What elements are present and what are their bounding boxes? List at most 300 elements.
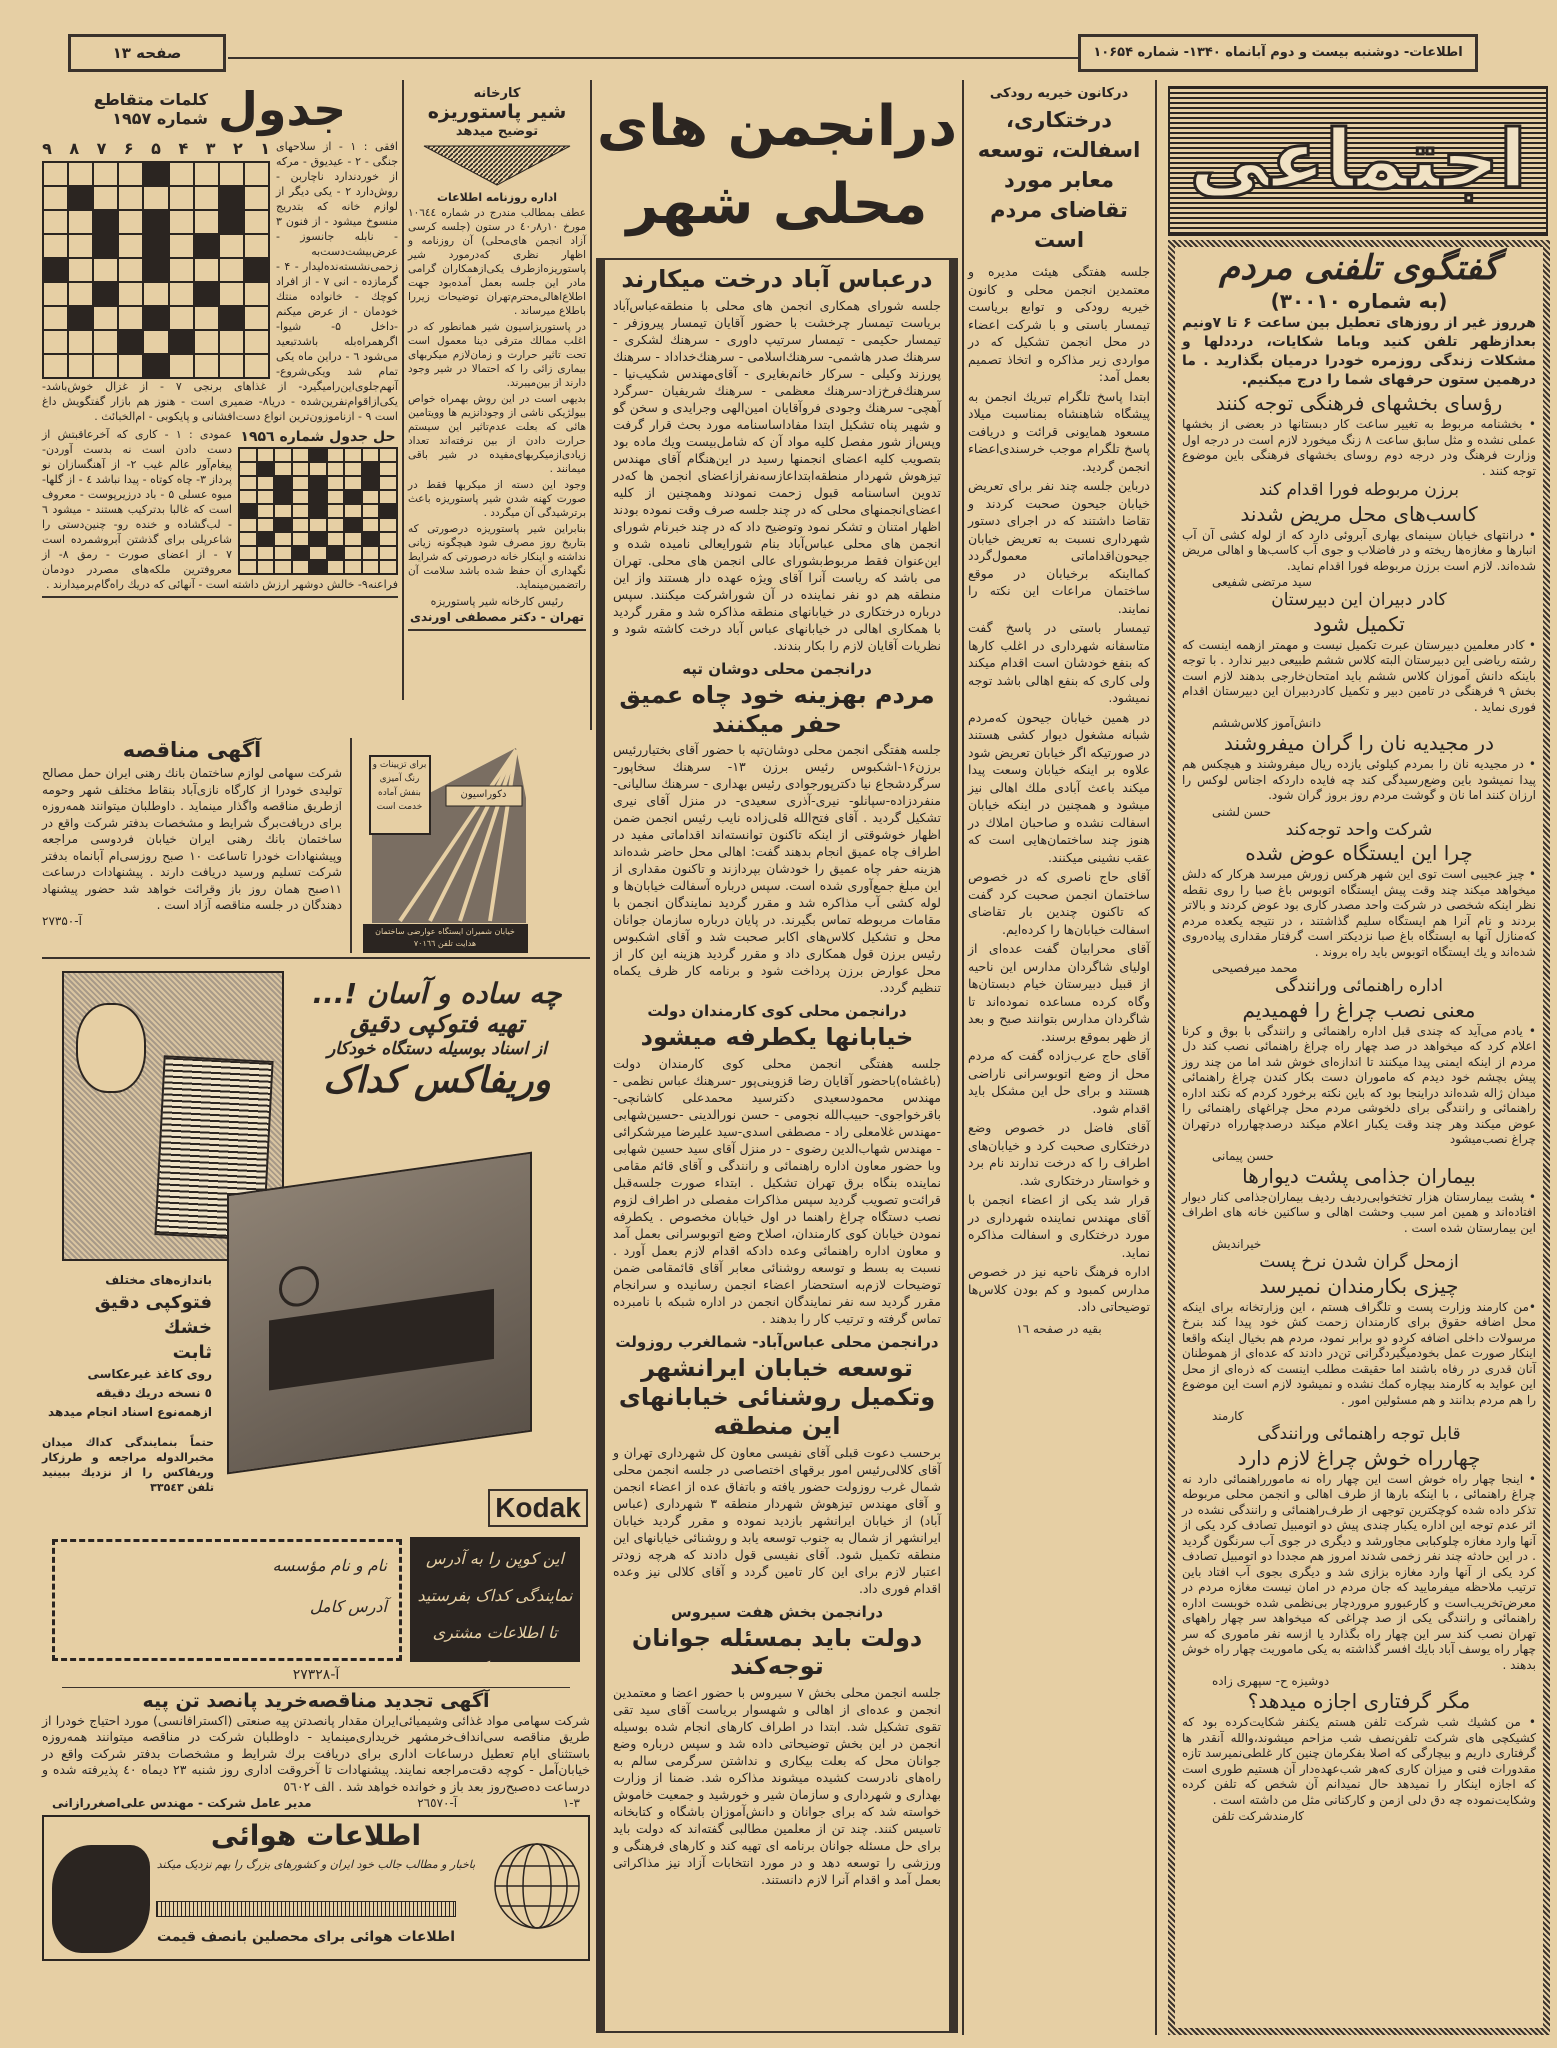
milk-from: اداره روزنامه اطلاعات: [436, 191, 558, 205]
rule: [42, 957, 590, 959]
grid-cell: [327, 518, 345, 532]
grid-cell: [118, 330, 143, 354]
grid-cell: [244, 306, 269, 330]
councils-box: [596, 258, 958, 2033]
grid-cell: [93, 162, 118, 186]
grid-cell: [93, 234, 118, 258]
solution-title: حل جدول شماره ۱۹۵٦: [240, 429, 396, 445]
item-signature: دوشیزه ح- سپهری زاده: [1212, 1674, 1330, 1689]
crossword-grid: [42, 161, 270, 379]
grid-cell: [93, 306, 118, 330]
item-kicker: کادر دبیران این دبیرستان: [1271, 590, 1447, 611]
grid-cell: [239, 518, 257, 532]
grid-cell: [274, 448, 292, 462]
rule: [350, 738, 352, 953]
grid-cell: [344, 504, 362, 518]
grid-cell: [239, 560, 257, 574]
grid-cell: [244, 210, 269, 234]
rudaki-paragraph: اداره فرهنگ ناحیه نیز در خصوص مدارس کمبود و کم بودن کلاس‌ها توضیحاتی داد.: [968, 1264, 1150, 1314]
grid-cell: [194, 234, 219, 258]
coupon-form[interactable]: [52, 1539, 402, 1661]
tender-title: آگهی مناقصه: [122, 738, 262, 762]
column-number: ۲: [232, 139, 243, 158]
item-kicker: شرکت واحد توجه‌کند: [1285, 819, 1433, 840]
iran-map-icon: [52, 1845, 150, 1953]
column-number: ۵: [151, 139, 161, 158]
grid-cell: [257, 560, 275, 574]
air-footer: اطلاعات هوائی برای محصلین بانصف قیمت: [156, 1929, 456, 1946]
grid-cell: [292, 504, 310, 518]
center-sections: [613, 265, 941, 1888]
rudaki-article: [968, 86, 1150, 1336]
grid-cell: [244, 258, 269, 282]
kodak-code: آ-۲۷۳۲۸: [292, 1666, 340, 1683]
grid-cell: [309, 560, 327, 574]
woman-face: [76, 1003, 146, 1093]
crossword-number: شماره ۱۹۵۷: [112, 109, 208, 128]
rudaki-body: [968, 263, 1150, 1316]
grid-cell: [327, 504, 345, 518]
crossword-title: جدول: [217, 82, 347, 136]
grid-cell: [344, 490, 362, 504]
grid-cell: [379, 560, 397, 574]
item-signature: دانش‌آموز کلاس‌ششم: [1212, 716, 1322, 731]
grid-cell: [244, 282, 269, 306]
box-title: گفتگوی تلفنی مردم: [1219, 248, 1499, 288]
grid-cell: [327, 546, 345, 560]
kodak-headlines: [287, 977, 587, 1103]
grid-cell: [169, 354, 194, 378]
grid-cell: [327, 490, 345, 504]
tender-ad: [42, 738, 342, 928]
item-signature: خیراندیش: [1212, 1237, 1262, 1252]
grid-cell: [68, 162, 93, 186]
item-text: •من کارمند وزارت پست و تلگراف هستم ، این وزارتخانه برای اینکه محل اضافه حقوق برای کارمندان زحمت کش خود پیدا کند بنرخ مرسولات داخلی اضافه کردو دو برابر نمود، مردم هم بخیال اینکه واقعا اینکار صورت عمل بخودمیگیرد‌گرانی تن‌در دادند که عده‌ای از هموطنان آنان قدری در رفاه باشند اما حقیقت مطلب اینست که ذره‌ای از محل این عواید به کارمند بیچاره کمك نشده و نمیشود لازم است این موضوع را هم مردم بدانند و هم مسئولین امور .: [1182, 1299, 1536, 1407]
grid-cell: [118, 210, 143, 234]
item-signature: محمد میرفصیحی: [1212, 961, 1298, 976]
column-rule: [590, 80, 592, 730]
grid-cell: [327, 532, 345, 546]
grid-cell: [244, 354, 269, 378]
column-number: ۳: [205, 139, 216, 158]
rudaki-paragraph: جلسه هفتگی هیئت مدیره و معتمدین انجمن محلی و کانون خیریه رودکی و توابع بریاست تیمسار باستی و با شرکت اعضاء در محل انجمن تشکیل که در مواردی زیر مذاکره و اتخاذ تصمیم بعمل آمد:: [968, 264, 1150, 384]
grid-cell: [43, 330, 68, 354]
grid-cell: [362, 462, 380, 476]
masthead-text: اطلاعات- دوشنبه بیست و دوم آبانماه ۱۳۴۰- شماره ۱۰۶۵۴: [1093, 45, 1463, 60]
grid-cell: [292, 490, 310, 504]
tender-text: شرکت سهامی لوازم ساختمان بانك رهنی ایران حمل مصالح تولیدی خودرا از کارگاه نازی‌آباد بنقاط مختلف شهر وحومه ازطریق مناقصه واگذار مینماید . داوطلبان میتوانند همه‌روزه برای دریافت‌برگ شرایط و مشخصات بدفتر شرکت واقع در ساختمان بانك رهنی ایران خیابان فردوسی مراجعه وپیشنهادات خودرا تاساعت ۱۰ صبح روزسی‌ام آبانماه بدفتر شرکت تسلیم ورسید دریافت دارند . پیشنهادات درساعت ۱۱صبح همان روز باز وقرائت خواهد شد حضور پیشنهاد دهندگان در جلسه مناقصه آزاد است .: [42, 766, 342, 913]
column-rule: [402, 80, 404, 700]
rudaki-paragraph: آقای حاج عرب‌زاده گفت که مردم محل از وضع اتوبوسرانی ناراضی هستند و برای حل این مشکل باید اقدام شود.: [968, 1048, 1150, 1116]
grid-cell: [194, 186, 219, 210]
grid-cell: [143, 306, 168, 330]
grid-cell: [309, 532, 327, 546]
grid-cell: [118, 282, 143, 306]
grid-cell: [292, 546, 310, 560]
grid-cell: [143, 330, 168, 354]
grid-cell: [43, 234, 68, 258]
grid-cell: [292, 560, 310, 574]
milk-signature-name: تهران - دکتر مصطفی اورندی: [409, 610, 585, 625]
grid-cell: [219, 234, 244, 258]
section-title: دولت باید بمسئله جوانان توجه‌کند: [631, 1623, 923, 1681]
milk-paragraph: وجود این دسته از میکربها فقط در صورت کهنه شدن شیر پاستوریزه باعث برترشیدگی آن میگردد .: [408, 479, 586, 520]
rudaki-paragraph: درباین جلسه چند نفر برای تعریض خیابان جیحون صحبت کردند و تقاضا داشتند که در اجرای دستور شهرداری نسبت به تعریض خیابان جیحون‌اقداماتی معمول‌گردد کمااینکه برخیابان در موقع ساختمان مراعات این نکته را نمایند.: [968, 478, 1150, 616]
grid-cell: [239, 476, 257, 490]
item-kicker: ازمحل گران شدن نرخ پست: [1259, 1252, 1459, 1273]
grid-cell: [292, 532, 310, 546]
grid-cell: [194, 306, 219, 330]
grid-cell: [379, 518, 397, 532]
milk-article: [408, 86, 586, 635]
milk-paragraph: در پاستوریزاسیون شیر همانطور که در اغلب ممالك مترقی دینا معمول است تحت تاثیر حرارت و زمان‌لازم میکربهای بیماری زائی را که احتمالا در شیر وجود دارند از بین‌میبرند.: [408, 321, 586, 390]
grid-cell: [362, 518, 380, 532]
grid-cell: [68, 330, 93, 354]
grid-cell: [362, 532, 380, 546]
box-intro: هرروز غیر از روزهای تعطیل بین ساعت ۶ تا ۷ونیم بعدازظهر تلفن کنید وباما شکایات، درددلها و مشکلات زندگی روزمره خودرا درمیان بگذارید . ما درهمین ستون حرفهای شما را درج میکنیم.: [1182, 315, 1536, 389]
section-title: مردم بهزینه خود چاه عمیق حفر میکنند: [619, 680, 935, 738]
grid-cell: [257, 532, 275, 546]
grid-cell: [68, 282, 93, 306]
grid-cell: [379, 462, 397, 476]
grid-cell: [169, 306, 194, 330]
grid-cell: [143, 234, 168, 258]
grid-cell: [143, 186, 168, 210]
grid-cell: [68, 186, 93, 210]
milk-signature: رئیس کارخانه شیر پاستوریزه: [430, 595, 564, 609]
grid-cell: [68, 354, 93, 378]
grid-cell: [169, 330, 194, 354]
item-title: چهارراه خوش چراغ لازم دارد: [1237, 1445, 1481, 1470]
grid-cell: [309, 448, 327, 462]
item-title: چیزی بکارمندان نمیرسد: [1259, 1273, 1459, 1298]
column-number: ۹: [42, 139, 52, 158]
verifax-machine-illustration: [227, 1151, 532, 1474]
kodak-feature: ازهمه‌نوع اسناد انجام میدهد: [48, 1404, 212, 1419]
ruler-graphic: [156, 1901, 456, 1917]
kodak-features: [42, 1271, 212, 1422]
kodak-feature: فتوکپی دقیق: [94, 1291, 212, 1313]
column-number: ۸: [69, 139, 80, 158]
grid-cell: [219, 282, 244, 306]
grid-cell: [292, 476, 310, 490]
kodak-headline-3: از اسناد بوسیله دستگاه خودکار: [327, 1038, 547, 1059]
grid-cell: [169, 186, 194, 210]
grid-cell: [194, 330, 219, 354]
grid-cell: [309, 476, 327, 490]
grid-cell: [194, 162, 219, 186]
grid-cell: [43, 354, 68, 378]
rule: [408, 629, 586, 631]
grid-cell: [292, 518, 310, 532]
tender2-manager: مدیر عامل شرکت - مهندس علی‌اصغررازانی: [52, 1796, 312, 1811]
grid-cell: [239, 448, 257, 462]
item-title: در مجیدیه نان را گران میفروشند: [1223, 731, 1494, 756]
item-signature: سید مرتضی شفیعی: [1212, 575, 1312, 590]
grid-cell: [257, 518, 275, 532]
section-title: خیابانها یکطرفه میشود: [640, 1023, 914, 1052]
grid-cell: [344, 532, 362, 546]
grid-cell: [194, 258, 219, 282]
crossword-subtitle: کلمات متقاطع: [93, 90, 208, 109]
milk-ornament: [408, 143, 586, 187]
grid-cell: [327, 560, 345, 574]
grid-cell: [43, 282, 68, 306]
grid-cell: [379, 532, 397, 546]
continued-note: بقیه در صفحه ۱٦: [1016, 1321, 1102, 1336]
grid-cell: [169, 234, 194, 258]
solution-grid: [238, 447, 398, 575]
grid-cell: [379, 448, 397, 462]
grid-cell: [327, 476, 345, 490]
item-text: • درانتهای خیابان سینمای بهاری آبروئی دارد که از لوله کشی آن آب انبارها و مغازه‌ها ریخته و در فاضلاب و جوی آب کاسب‌ها و اهالی مریض شده‌اند. لازم است برزن مربوطه فورا اقدام نماید.: [1182, 527, 1536, 573]
masthead-box: [1078, 34, 1478, 72]
grid-cell: [344, 448, 362, 462]
grid-cell: [379, 504, 397, 518]
grid-cell: [43, 210, 68, 234]
kodak-contact: حتماً بنمایندگی کداك میدان مخبرالدوله مراجعه و طرزکار وریفاکس را از نزدیك ببینید تلفن ۳۳۵٤۳: [42, 1435, 214, 1494]
grid-cell: [274, 490, 292, 504]
grid-cell: [362, 560, 380, 574]
section-text: جلسه شورای همکاری انجمن های محلی با منطقه‌عباس‌آباد بریاست تیمسار چرخشت با حضور آقایان تیمسار پیروزفر - تیمسار حکیمی - تیمسار سرتیپ داوری - سرهنك لشکری - سرهنك صدر هاشمی- سرهنك‌اسلامی - سرهنك‌خداداد - سرهنك پورزند وکیلی - سرکار خانم‌بغایری - آقای‌مهندس شکیب‌نیا - سرهنك‌فرخ‌زاد-سرهنك معظمی - سرهنك شریفیان -سرگرد آهچی- سرهنك وجودی فروآقایان امین‌الهی وجرایدی و سخن گو و شهیر پناه تشکیل ابتدا مفاداساسنامه مورد بحث قرار گرفت وپس‌از شور مفصل کلیه مواد آن که شامل‌بیست ویك ماده بود بتصویب کلیه اعضای انجمنها رسید در این‌هنگام آقای مهندس تیزهوش شهردار منطقه‌ابتداعازسه‌نفرازاعضای انجمن ها که‌در تدوین اساسنامه قبول زحمت نمودند وهمچنین از کلیه اعضای‌انجمنهای محلی که در چند جلسه صرف وقت نموده بودند اظهار امتنان و تشکر نمود وتوضیح داد که در چند خبرنام شورای انجمن های محلی عباس‌آباد بنام شورایعالی نامیده شده و این‌عنوان فقط مربوط‌بشورای عالی انجمن های محلی. تهران می باشد که ریاست آنرا آقای ویژه عهده دار هستند واز این منطقه هم دو نفر نماینده در آن شوراشرکت میکنند. سپس درباره درختکاری در خیابانهای منطقه مذاکره شد و مقرر گردید با همکاری اهالی در خیابانهای عباس آباد درخت کاشته شود و نظریات آقایان لازم را بکار بندند.: [613, 297, 941, 653]
grid-cell: [244, 234, 269, 258]
section-kicker: درانجمن محلی کوی کارمندان دولت: [647, 1002, 907, 1021]
grid-cell: [274, 518, 292, 532]
item-text: • در مجیدیه نان را بمردم کیلوئی یازده ریال میفروشند و هیچکس هم پیدا نمیشود باین وضع‌رسیدگی کند چه فایده داردکه اجناس لوکس را ارزان کنند اما نان و گوشت مردم روز بروز گران شود.: [1182, 757, 1536, 803]
item-title: تکمیل شود: [1313, 611, 1405, 636]
grid-cell: [274, 546, 292, 560]
section-text: جلسه انجمن محلی بخش ۷ سیروس با حضور اعضا و معتمدین انجمن و عده‌ای از اهالی و شهسوار بریاست آقای سید تقی تقوی تشکیل شد. ابتدا در اطراف کارهای انجام شده بوسیله انجمن در این بخش توضیحاتی داده شد و سپس درباره وضع جوانان محل که بعلت بیکاری و نداشتن سرگرمی سالم به راه‌های نادرست کشیده میشوند مذاکره شد. ضمنا از وزارت بهداری و شهرداری و سازمان شیر و خورشید و جمعیت خاموش خواسته شد که برای جوانان و دانش‌آموزان باشگاه و کتابخانه تاسیس کنند. چند تن از معلمین مطالبی گفته‌اند که دولت باید برای حل مسئله جوانان برنامه ای تهیه کند و کارهای فرهنگی و ورزشی را توسعه دهد و در مورد انتخابات آزاد نیز مذاکراتی بعمل آمد و اقدام آنرا لازم دانستند.: [613, 1685, 941, 1888]
social-logo: [1168, 86, 1548, 236]
grid-cell: [68, 210, 93, 234]
box-number: (به شماره ۳۰۰۱۰): [1270, 289, 1448, 314]
grid-cell: [219, 162, 244, 186]
grid-cell: [93, 330, 118, 354]
grid-cell: [239, 462, 257, 476]
grid-cell: [344, 546, 362, 560]
grid-cell: [169, 258, 194, 282]
column-number: ۱: [260, 139, 270, 158]
grid-cell: [309, 462, 327, 476]
coupon-name-field[interactable]: نام و نام مؤسسه: [272, 1555, 387, 1575]
grid-cell: [362, 448, 380, 462]
column-number: ۶: [123, 139, 134, 158]
tender2-title: آگهی تجدید مناقصه‌خرید پانصد تن پیه: [142, 1690, 490, 1712]
main-title-1: درانجمن های: [596, 94, 958, 159]
rudaki-paragraph: آقای فاضل در خصوص وضع درختکاری صحبت کرد و خیابان‌های اطراف را که درخت ندارند نام برد و خواستار درختکاری شد.: [968, 1120, 1150, 1188]
grid-cell: [93, 282, 118, 306]
grid-cell: [169, 210, 194, 234]
grid-cell: [68, 306, 93, 330]
grid-cell: [379, 476, 397, 490]
grid-cell: [118, 258, 143, 282]
section-title: توسعه خیابان ایرانشهر وتکمیل روشنائی خیابانهای این منطقه: [618, 1354, 936, 1440]
item-title: بیماران جذامی پشت دیوارها: [1242, 1163, 1476, 1188]
grid-cell: [194, 210, 219, 234]
grid-cell: [309, 518, 327, 532]
item-signature: حسن پیمانی: [1212, 1148, 1274, 1163]
grid-cell: [379, 546, 397, 560]
item-signature: کارمند: [1212, 1409, 1244, 1424]
kodak-headline-4: وریفاکس کداک: [323, 1060, 551, 1102]
grid-cell: [43, 186, 68, 210]
decoration-ad: [360, 738, 530, 953]
decoration-side: برای تزیینات و رنگ آمیزی بنفش آماده خدمت است: [372, 760, 427, 812]
column-rule: [962, 80, 964, 2035]
section-text: برحسب دعوت قبلی آقای نفیسی معاون کل شهرداری تهران و آقای کلالی‌رئیس امور برقهای اختصاصی در جلسه انجمن محلی شمال غرب روزولت حضور یافته و باتفاق عده از اعضاء انجمن و آقای مهندس تیزهوش شهردار منطقه ۳ شهرداری (عباس آباد) از خیابان ایرانشهر بازدید نموده و مقرر گردید خیابان ایرانشهر از شمال به جنوب توسعه یابد و روشنائی خیابانهای این منطقه تکمیل شود. آقای نفیسی قول دادند که هرچه زودتر اعتبار لازم برای این کار تامین گردد و آقای کلالی نیز وعده اقدام فوری داد.: [613, 1444, 941, 1596]
page-number: صفحه ۱۳: [112, 44, 182, 62]
grid-cell: [239, 504, 257, 518]
item-text: • اینجا چهار راه خوش است این چهار راه نه مامورراهنمائی دارد نه چراغ راهنمائی ، با اینکه بارها از طرف اهالی و انجمن محلی مربوطه تذکر داده شده کوچکترین توجهی از طرف‌راهنمائی و رانندگی نشده در اثر عدم توجه این اداره یکبار چندی پیش دو اتومبیل تصادف کرد یکی از آنها وارد مغازه چلوکبابی مجاورشد و دیگری در جوی آب سرنگون گردید . در این حادثه چند نفر زخمی شدند امروز هم مجددا دو اتومبیل تصادف کرد یکی از آنها وارد مغازه بزازی شد و دیگری بجوی آب افتاد باین ترتیب ملاحظه میفرمایید که جان مردم در امان نیست مغازه مردم در معرض‌تخریب‌است و کارعبورو مروردچار بی‌نظمی شده خوبست اداره راهنمائی و رانندگی یکی از صد چراغی که میخواهد سر چهار راههای تهران نصب کند سر این چهار راه بگذارد یا ازسه نفر ماموری که سر چهار راه یوسف آباد بایك افسر گذاشته به یکی ماموریت چهار راه خوش بدهند .: [1182, 1471, 1536, 1672]
tender2-run: ۱-۳: [562, 1796, 580, 1811]
section-kicker: درانجمن بخش هفت سیروس: [670, 1602, 884, 1621]
tender-renewal-ad: [42, 1690, 590, 1811]
grid-cell: [362, 476, 380, 490]
grid-cell: [239, 532, 257, 546]
center-main-headline: [596, 88, 958, 253]
grid-cell: [194, 354, 219, 378]
lower-left-ads: [42, 738, 590, 1961]
kodak-feature: باندازه‌های مختلف: [105, 1272, 212, 1287]
item-kicker: اداره راهنمائی ورانندگی: [1274, 976, 1444, 997]
kodak-feature: ٥ نسخه دریك دقیقه: [95, 1385, 212, 1400]
grid-cell: [118, 162, 143, 186]
grid-cell: [143, 162, 168, 186]
item-signature: کارمندشرکت تلفن: [1212, 1809, 1305, 1824]
air-title: اطلاعات هوائی: [210, 1819, 422, 1853]
grid-cell: [309, 490, 327, 504]
grid-cell: [257, 448, 275, 462]
grid-cell: [257, 504, 275, 518]
grid-cell: [379, 490, 397, 504]
grid-cell: [257, 476, 275, 490]
rule: [42, 596, 398, 598]
decoration-label: دکوراسیون: [460, 789, 507, 800]
grid-cell: [143, 258, 168, 282]
coupon-address-field[interactable]: آدرس کامل: [309, 1596, 387, 1616]
social-logo-text: اجتماعی: [1189, 113, 1527, 206]
grid-cell: [239, 546, 257, 560]
grid-cell: [169, 162, 194, 186]
item-text: • کادر معلمین دبیرستان عبرت تکمیل نیست و مهمتر ازهمه اینست که رشته ریاضی این دبیرستان البته کلاس ششم طبیعی دبیر ندارد . با توجه باینکه دانش آموزان کلاس ششم باید امتحان‌خارجی بدهند لازم است بخش ۹ فرهنگی در تامین دبیر و تکمیل کادردبیران این دبیرستان اقدام فوری نماید .: [1182, 637, 1537, 714]
item-signature: حسن لشنی: [1212, 804, 1272, 819]
grid-cell: [219, 210, 244, 234]
decoration-footer: خیابان شمیران ایستگاه عوارضی ساختمان هدایت تلفن ۷۰۱٦٦: [375, 927, 515, 948]
section-text: جلسه هفتگی انجمن محلی کوی کارمندان دولت (باغشاه)باحضور آقایان رضا قزوینی‌پور -سرهنك عباس نظمی - مهندس محمودسعیدی دکترسید محمدعلی کاشانچی- باقرخواجوی- حبیب‌الله نجومی - حسن نورالدینی -حسین‌شهابی -مهندس غلامعلی راد - مصطفی اسدی-سید علیرضا میرشکرائی - مهندس شهاب‌الدین رضوی - در منزل آقای سید حسین شهابی وبا حضور معاون اداره راهنمائی و رانندگی و آقای قائم مقامی نماینده بنگاه برق تهران تشکیل . ابتداء صورت جلسه‌قبل قرائت‌و تصویب گردید سپس مذاکرات مفصلی در اطراف لزوم نصب دستگاه چراغ راهنما در اول خیابان مخصوص . یکطرفه نمودن خیابان کوی کارمندان، اصلاح وضع اتوبوسرانی بعمل آمد و معاون اداره راهنمائی وعده دادکه اقدام لازم بعمل آورد . نسبت به بسط و توسعه روشنائی معابر آقای قائمقامی ضمن توضیحات لازم‌به استحضار اعضاء انجمن رسانیده و سرانجام مقرر گردید سه نفر نمایندگان انجمن در اداره شبکه با نامبرده تماس گرفته و ترتیب کار را بدهند .: [613, 1056, 941, 1327]
grid-cell: [68, 234, 93, 258]
grid-cell: [118, 354, 143, 378]
air-tagline: باخبار و مطالب جالب خود ایران و کشورهای بزرگ را بهم نزدیک میکند: [156, 1857, 476, 1871]
grid-cell: [244, 162, 269, 186]
grid-cell: [257, 546, 275, 560]
item-text: • پشت بیمارستان هزار تختخوابی‌ردیف ردیف بیماران‌جذامی کنار دیوار افتاده‌اند و همین امر سبب وحشت اهالی و ساکنین خانه های اطراف این بیمارستان شده است .: [1182, 1189, 1536, 1235]
grid-cell: [118, 186, 143, 210]
grid-cell: [274, 462, 292, 476]
item-kicker: برزن مربوطه فورا اقدام کند: [1258, 480, 1460, 501]
kodak-feature: روی کاغذ غیرعکاسی: [87, 1366, 212, 1381]
grid-cell: [244, 330, 269, 354]
item-text: • بخشنامه مربوط به تغییر ساعت کار دبستانها در بعضی از بخشها عملی نشده و مثل سابق ساعت ۸ زنگ میخورد لازم است در درجه اول وزارت فرهنگ ودر درجه دوم روسای بخشهای فرهنگی باین موضوع توجه کنند .: [1182, 417, 1537, 478]
item-title: رؤسای بخشهای فرهنگی توجه کنند: [1215, 391, 1503, 416]
kodak-ad: [42, 963, 590, 1531]
grid-cell: [219, 306, 244, 330]
grid-cell: [118, 234, 143, 258]
kodak-feature: خشك: [163, 1316, 212, 1338]
rudaki-paragraph: تیمسار باستی در پاسخ گفت متاسفانه شهرداری در اغلب کارها که بنفع خودشان است اقدام میکند ولی کاری که بنفع اهالی باشد توجه نمیشود.: [968, 620, 1150, 705]
grid-cell: [327, 448, 345, 462]
item-text: • چیز عجیبی است توی این شهر هرکس زورش میرسد هرکار که دلش میخواهد میکند چند وقت پیش ایستگاه اتوبوس باغ صبا را روی نقطه نظر اینکه شخصی در شرکت واحد مصدر کاری بود عوض کردند و بالاتر بردند و نام آنرا هم ایستگاه سلیم گذاشتند ، در نتیجه یکعده مردم که‌منازل آنها به ایستگاه باغ صبا نزدیکتر است گرفتار مقداری پیاده‌روی شده‌اند و یك ایستگاه اتوبوس باید راه بروند .: [1182, 867, 1536, 959]
grid-cell: [362, 490, 380, 504]
item-text: • یادم می‌آید که چندی قبل اداره راهنمائی و رانندگی با بوق و کرنا اعلام کرد که میخواهد در صد چهار راه چراغ راهنمائی نصب کند دل مردم از اینکه ایمنی پیدا میکنند تا اندازه‌ای خوش شد اما من چند روز پیش بچشم خود دیدم که ماموران دست بکار کندن چراغ راهنمائی میدان ژاله شده‌اند دراینجا بود که باین نکته برخورد کردم که نکند اداره راهنمائی و رانندگی برای دلخوشی مردم محل چراغهای راهنمائی را عوض میکند وهر چند وقت یکبار اعلام میکند درصدچهارراه درتهران چراغ نصب‌میشود: [1182, 1023, 1536, 1147]
grid-cell: [219, 354, 244, 378]
grid-cell: [274, 476, 292, 490]
coupon-instructions: این کوپن را به آدرس نمایندگی کداک بفرستید تا اطلاعات مشتری ارسال گردد: [410, 1537, 580, 1662]
grid-cell: [292, 462, 310, 476]
grid-cell: [219, 258, 244, 282]
main-title-2: محلی شهر: [626, 172, 928, 237]
grid-cell: [143, 282, 168, 306]
rudaki-paragraph: آقای حاج ناصری که در خصوص ساختمان انجمن صحبت کرد گفت که تاکنون چندین بار تقاضای اسفالت خیابان‌ها را کرده‌ایم.: [968, 869, 1150, 937]
grid-cell: [257, 462, 275, 476]
grid-cell: [309, 504, 327, 518]
grid-cell: [68, 258, 93, 282]
grid-cell: [169, 282, 194, 306]
milk-kicker: کارخانه: [473, 86, 521, 101]
grid-cell: [93, 258, 118, 282]
solution: [238, 427, 398, 575]
item-title: معنی نصب چراغ را فهمیدیم: [1242, 997, 1476, 1022]
item-title: کاسب‌های محل مریض شدند: [1240, 501, 1478, 526]
milk-paragraph: بدیهی است در این روش بهمراه خواص بیولژیکی ناشی از وجودانزیم ها وویتامین هائی که بعلت عدم‌تاثیر این سیستم حرارت دادن از بین نرفته‌اند تعداد زیادی‌ازمیکربهای‌مفیده در شیر باقی میمانند .: [408, 393, 586, 476]
grid-cell: [362, 546, 380, 560]
grid-cell: [327, 462, 345, 476]
tender2-code: آ-۲٦٥۷۰: [417, 1796, 458, 1811]
item-title: چرا این ایستگاه عوض شده: [1245, 841, 1473, 866]
kodak-logo: Kodak: [488, 1489, 588, 1527]
down-clues: عمودی : ۱ - کاری که آخرعاقبتش از دست دادن است نه بدست آوردن- پیغام‌آور عالم غیب ۲- از آهنگسازان نو پرداز ۳- چاه کوتاه - پیدا نباشد ٤ - از گلها- میوه عسلی ۵ - باد درزیرپوست - معروف است که غالبا بدترکیب هستند - میشود ٦ - لب‌گشاده و خنده رو- چنین‌دستی را شاعرپلی برای گذشتن آبروشمرده است ۷ - از اعضای صورت - رمق ۸- از معروفترین ملکه‌های مصردر دودمان فراعنه۹- خالش دوشهر ارزش داشته است - آنهائی که دریك راه‌گام‌برمیدارند .: [42, 428, 398, 591]
grid-cell: [43, 162, 68, 186]
grid-cell: [194, 282, 219, 306]
milk-title: شیر پاستوریزه: [427, 101, 567, 123]
column-numbers: [42, 139, 270, 161]
header-rule: [228, 57, 1078, 59]
grid-cell: [274, 532, 292, 546]
grid-cell: [292, 448, 310, 462]
column-number: ۴: [178, 139, 189, 158]
milk-paragraph: بنابراین شیر پاستوریزه درصورتی که بتاریخ روز مصرف شود هیچگونه زیانی نداشته و اینکار خانه درصورتی که شرایط نگهداری آن حفظ شده باشد سلامت آن راتضمین‌مینماید.: [408, 523, 586, 592]
section-title: درعباس آباد درخت میکارند: [621, 265, 933, 293]
across-clues: افقی : ۱ - از سلاحهای جنگی - ۲ - عیدیوق - مرکه از خوردندارد ناچاربن - روش‌دارد ۲ - یکی دیگر از لوازم خانه که بتدریج منسوخ میشود - از فنون ۳ - نابله جانسوز - عرض‌بیشت‌دست‌به زحمی‌نشسته‌نده‌لیدار - ۴ - گرمازده - انی ۷ - از افراد کوچك - خانواده منتك خودمان - از عرض میکنم -داخل ۵- شیوا- اگرهمراه‌بله باشدتبعید می‌شود ٦ - دراین ماه یکی تمام شد ویکی‌شروع- آنهم‌جلوی‌این‌رامیگیرد- از غذاهای برنجی ۷ - از غزال خوش‌باشد-یکی‌ازاقوام‌نفرین‌شده - دریا۸- ضمیری است - هنوز هم بازار گفتگویش داغ است ۹ - ازناموزون‌ترین انواع دست‌افشانی و پایکوبی - ام‌الخبائث .: [42, 140, 399, 423]
column-number: ۷: [96, 139, 107, 158]
item-title: مگر گرفتاری اجازه میدهد؟: [1247, 1689, 1471, 1714]
grid-cell: [244, 186, 269, 210]
milk-body: [408, 206, 586, 592]
social-items: [1182, 392, 1536, 1823]
grid-cell: [93, 354, 118, 378]
grid-cell: [274, 504, 292, 518]
grid-cell: [239, 490, 257, 504]
rudaki-paragraph: قرار شد یکی از اعضاء انجمن با آقای مهندس نماینده شهرداری در مورد درختکاری و اسفالت مذاکره نماید.: [968, 1192, 1150, 1260]
section-text: جلسه هفتگی انجمن محلی دوشان‌تپه با حضور آقای بختیاررئیس برزن۱۶-اشکبوس رئیس برزن ۱۳- سرهنك سخاپور- سرگردشجاع نیا دکترپورجوادی رئیس بهداری - سرهنك سالیانی- منفردزاده-سپانلو- نیری-آذری سعیدی- در منزل آقای نیری تشکیل گردید . آقای فتح‌الله قلی‌زاده نایب رئیس انجمن ضمن اظهار خوشوقتی از اینکه تاکنون توانسته‌اند اقداماتی مفید در اطراف چاه عمیق انجام بدهند گفت: اهالی محل حاضر شده‌اند هزینه حفر چاه عمیق را خودشان بپردازند و تاکنون مقداری از این مبلغ جمع‌آوری شده است. سپس درباره آسفالت خیابان‌ها و لوله کشی آب مذاکره شد و مقرر گردید نمایندگان انجمن با مقامات مربوطه تماس بگیرند. در پایان درباره سازمان جوانان محل و تشکیل کلاس‌های اکابر صحبت شد و آقای اشکبوس رئیس برزن قول همکاری داد و مقرر گردید هزینه این کار از محل عوارض برزن پرداخت شود و برنامه کار ظرف یکماه تنظیم گردد.: [613, 742, 941, 996]
page-number-box: [68, 34, 226, 72]
kodak-headline-1: چه ساده و آسان !...: [312, 976, 562, 1010]
rudaki-paragraph: ابتدا پاسخ تلگرام تبریك انجمن به پیشگاه شاهنشاه بمناسبت میلاد مسعود همایونی قرائت و دریافت پاسخ تلگرام موجب خرسندی‌اعضاء انجمن گردید.: [968, 388, 1150, 474]
grid-cell: [344, 462, 362, 476]
section-kicker: درانجمن محلی عباس‌آباد- شمالغرب روزولت: [615, 1333, 939, 1352]
milk-paragraph: عطف بمطالب مندرج در شماره ۱۰٦٤٤ مورخ ۱۰ر۸ر٤۰ در ستون (جلسه کرسی آزاد انجمن های‌محلی) آن روزنامه و اظهار نظری که‌درمورد شیر پاستوریزه‌ازطرف یکی‌ازهمکاران گرامی مادر این جلسه بعمل آمده‌بود جهت اطلاع‌اهالی‌محترم‌تهران توضیحات زیررا باطلاع میرساند .: [408, 207, 586, 318]
tender-code: آ-۲۷۳۵۰: [42, 913, 82, 928]
item-text: • من کشیك شب شرکت تلفن هستم یکنفر شکایت‌کرده بود که کشیکچی های شرکت تلفن‌نصف شب مزاحم میشوند،والله آنقدر ها گرفتاری داریم و بیچارگی که اصلا بفکرمان چنین کار غلطی‌نمیرسد تازه مقدورات فنی و میزان کاری که‌هر شب‌عهده‌دار آن هستیم طوری است که اجازه اینکار را نمیدهد حال نمیدانم آن شخص که تلفن کرده وشکایت‌نموده چه دق دلی ازمن و کارکنانی مثل من داشته است .: [1182, 1715, 1536, 1807]
